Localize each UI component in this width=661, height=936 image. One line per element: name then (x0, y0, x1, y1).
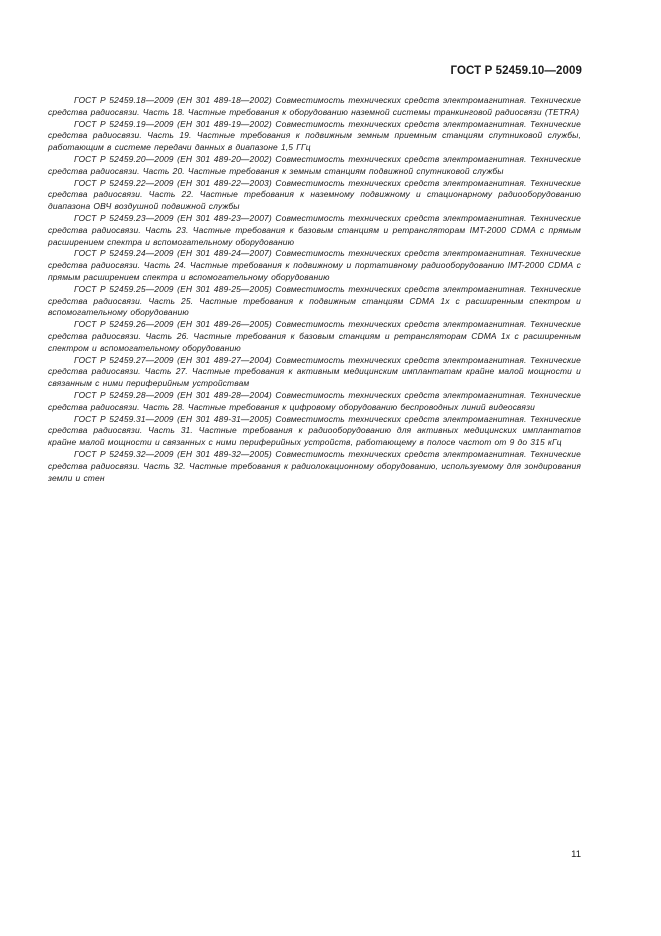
reference-item: ГОСТ Р 52459.23—2009 (ЕН 301 489-23—2007) Совместимость технических средств электромагнитная. Технические средства радиосвязи. Часть 23. Частные требования к базовым станциям и ретрансляторам IMT-2000 CDMA с прямым расширением спектра и вспомогательному оборудованию (48, 212, 581, 247)
reference-item: ГОСТ Р 52459.22—2009 (ЕН 301 489-22—2003) Совместимость технических средств электромагнитная. Технические средства радиосвязи. Часть 22. Частные требования к наземному подвижному и стационарному радиооборудованию диапазона ОВЧ воздушной подвижной службы (48, 177, 581, 212)
references-list (48, 95, 581, 484)
reference-item: ГОСТ Р 52459.20—2009 (ЕН 301 489-20—2002) Совместимость технических средств электромагнитная. Технические средства радиосвязи. Часть 20. Частные требования к земным станциям подвижной спутниковой службы (48, 153, 581, 176)
reference-item: ГОСТ Р 52459.19—2009 (ЕН 301 489-19—2002) Совместимость технических средств электромагнитная. Технические средства радиосвязи. Часть 19. Частные требования к подвижным земным приемным станциям спутниковой службы, работающим в системе передачи данных в диапазоне 1,5 ГГц (48, 118, 581, 153)
reference-item: ГОСТ Р 52459.32—2009 (ЕН 301 489-32—2005) Совместимость технических средств электромагнитная. Технические средства радиосвязи. Часть 32. Частные требования к радиолокационному оборудованию, используемому для зондирования земли и стен (48, 448, 581, 483)
reference-item: ГОСТ Р 52459.25—2009 (ЕН 301 489-25—2005) Совместимость технических средств электромагнитная. Технические средства радиосвязи. Часть 25. Частные требования к подвижным станциям CDMA 1x с расширенным спектром и вспомогательному оборудованию (48, 283, 581, 318)
reference-item: ГОСТ Р 52459.27—2009 (ЕН 301 489-27—2004) Совместимость технических средств электромагнитная. Технические средства радиосвязи. Часть 27. Частные требования к активным медицинским имплантатам крайне малой мощности и связанным с ними периферийным устройствам (48, 354, 581, 389)
reference-item: ГОСТ Р 52459.24—2009 (ЕН 301 489-24—2007) Совместимость технических средств электромагнитная. Технические средства радиосвязи. Часть 24. Частные требования к подвижному и портативному радиооборудованию IMT-2000 CDMA с прямым расширением спектра и вспомогательному оборудованию (48, 248, 581, 282)
reference-item: ГОСТ Р 52459.28—2009 (ЕН 301 489-28—2004) Совместимость технических средств электромагнитная. Технические средства радиосвязи. Часть 28. Частные требования к цифровому оборудованию беспроводных линий видеосвязи (48, 389, 581, 412)
page-number: 11 (571, 849, 581, 860)
document-code-header: ГОСТ Р 52459.10—2009 (450, 65, 582, 77)
reference-item: ГОСТ Р 52459.26—2009 (ЕН 301 489-26—2005) Совместимость технических средств электромагнитная. Технические средства радиосвязи. Часть 26. Частные требования к базовым станциям и ретрансляторам CDMA 1x с расширенным спектром и вспомогательному оборудованию (48, 319, 581, 353)
reference-item: ГОСТ Р 52459.31—2009 (ЕН 301 489-31—2005) Совместимость технических средств электромагнитная. Технические средства радиосвязи. Часть 31. Частные требования к радиооборудованию для активных медицинских имплантатов крайне малой мощности и связанных с ними периферийных устройств, работающему в полосе частот от 9 до 315 кГц (48, 413, 581, 448)
reference-item: ГОСТ Р 52459.18—2009 (ЕН 301 489-18—2002) Совместимость технических средств электромагнитная. Технические средства радиосвязи. Часть 18. Частные требования к оборудованию наземной системы транкинговой радиосвязи (TETRA) (48, 95, 581, 117)
